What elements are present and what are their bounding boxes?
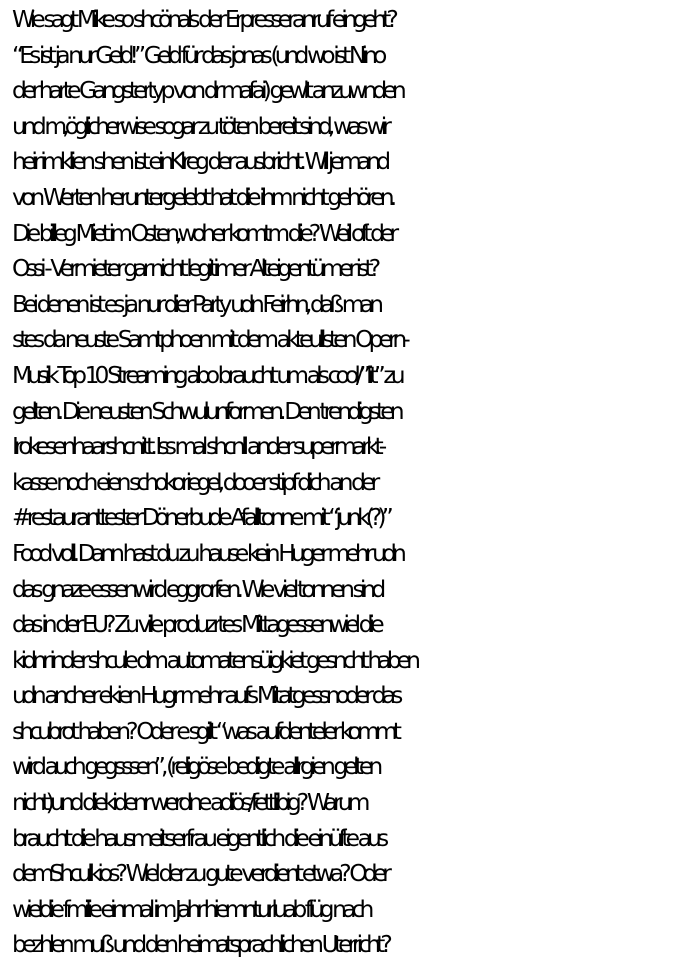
text-line: #restauranttester Dönerbude Afalltonne mit “junk(?)” xyxy=(12,503,389,532)
text-line: von Werten heruntergelebt hat die ihm nicht gehören. xyxy=(12,182,393,211)
text-line: demShculkios? Wiel der zu gute verdient etwa? Oder xyxy=(12,859,387,888)
text-line: das gnaze essenwird eggrorfen. Wie viel tonnen sind xyxy=(12,574,382,603)
text-line: kidnr inder shcule dm automatensüigkiet gesncht haben xyxy=(12,645,417,674)
text-line: kasse noch eien schokoriegel, dooer stipf dich an der xyxy=(12,467,376,496)
text-line: Ossi - Vermieter gar nicht legitimer Alteigentümer ist? xyxy=(12,254,377,283)
text-line: “Es ist ja nur Geld!” Geld für das jonas (und wo ist Nino xyxy=(12,40,383,69)
text-line: nicht)und diekidenr werdne adiös/fettlibig? Warum xyxy=(12,788,366,817)
text-line: braucht die hausmeitserfrau eigentlich die einüfte aus xyxy=(12,823,385,852)
text-line: wird auch gegsssen”, (religöse bedigte allrgien gelten xyxy=(12,752,379,781)
text-line: der harte Gangstertyp von dr mafai) gewlt anzuwnden xyxy=(12,76,402,105)
text-line: bezhlen muß und den heimatsprachlichen Uterricht? xyxy=(12,930,388,959)
text-line: Die billeg Miet im Osten,woher komtm die? Weil oft der xyxy=(12,218,395,247)
text-line: Food voll. Dann hast du zu hause kein Huger mehr udn xyxy=(12,538,402,567)
text-line: und m,öglicherwise sogar zu töten bereit sind, was wir xyxy=(12,111,388,140)
body-text xyxy=(12,2,680,963)
text-line: Musik Top 10 Streaming abo braucht um als cool/”lit” zu xyxy=(12,360,401,389)
text-line: heir imklien shen ist einKlreg der ausbricht. Wil jemand xyxy=(12,147,387,176)
text-line: Wie sagt Mike so shcönals der Erpresseranruf eingeht? xyxy=(12,5,394,33)
text-line: Irokesenhaarshcnitt. Iss mal shcnll ander supermarkt- xyxy=(12,432,383,461)
text-line: das in der EU? Zu vile produzrtes Mittagessenwiel die xyxy=(12,610,380,639)
text-line: wieldie fmilie einmal im Jahr hiemnturluab flüg nach xyxy=(12,894,370,923)
text-line: udn ancher ekien Hugr mehr aufs Mitatgessnoder das xyxy=(12,681,399,710)
text-line: stes da neuste Samtphoen mit dem akteullsten Opern- xyxy=(12,325,406,354)
text-line: shcubrot haben? Oder e sgilt “was aufdenteler kommt xyxy=(12,716,397,745)
text-line: gelten. Die neusten Schwulunformen. Den trendigsten xyxy=(12,396,400,425)
text-line: Bei denen ist es ja nur dier Party udn Feirhn, daß man xyxy=(12,289,380,318)
